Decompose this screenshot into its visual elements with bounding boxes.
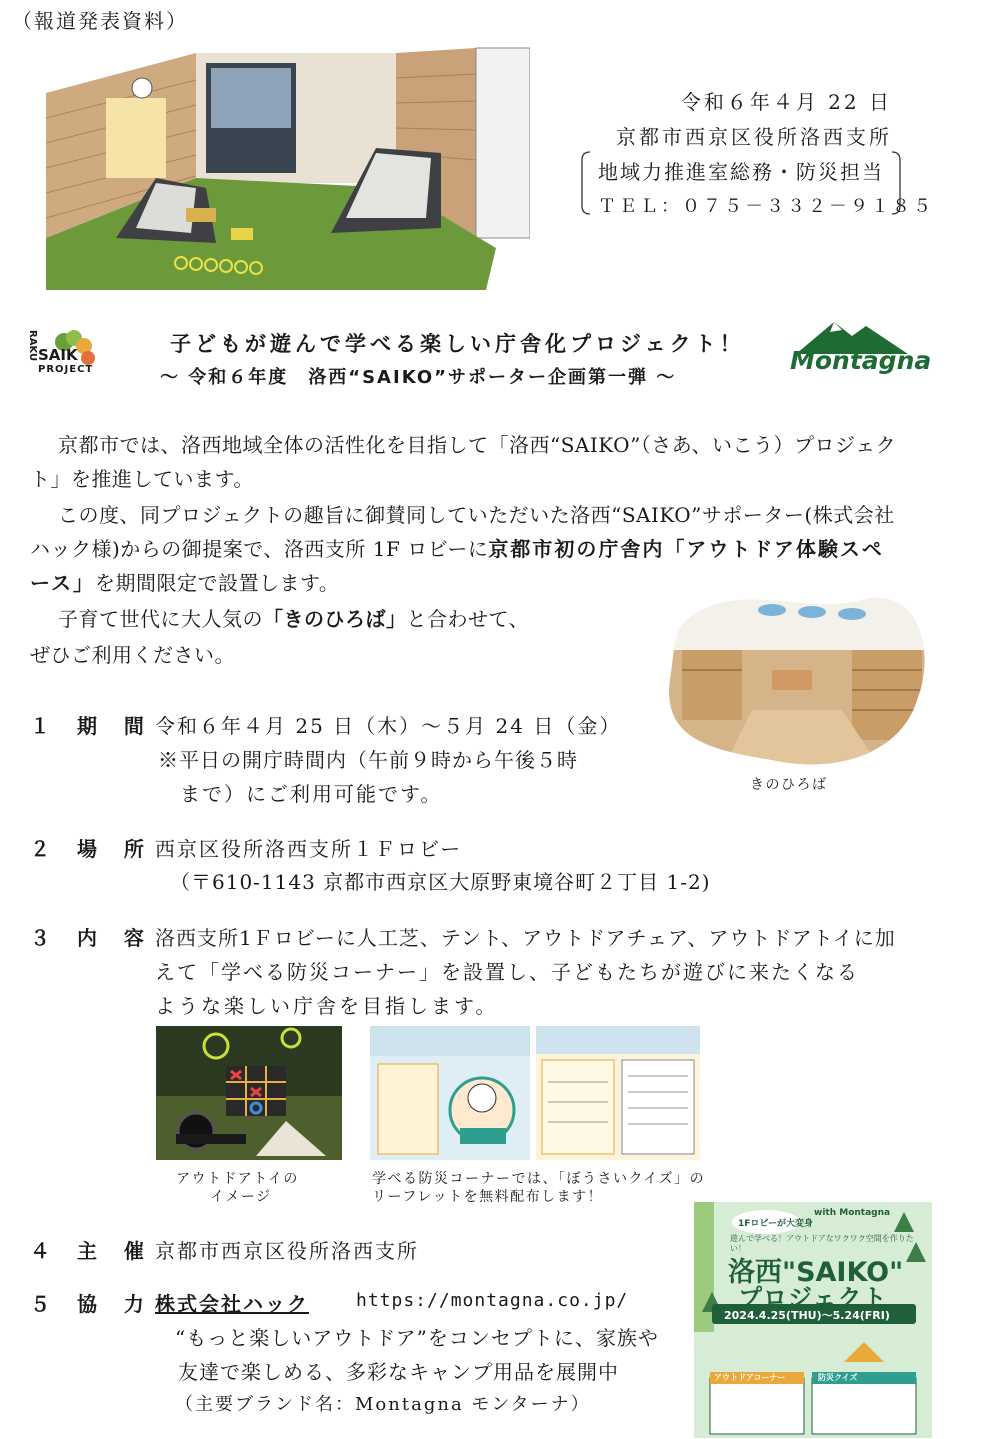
bousai-caption-line-1: 学べる防災コーナーでは、「ぼうさいクイズ」の: [372, 1171, 706, 1187]
release-date: 令和６年４月 22 日: [680, 90, 892, 114]
leaflet-title-1: 洛西"SAIKO": [728, 1257, 904, 1288]
contact-tel: ＴＥＬ：０７５－３３２－９１８５: [598, 196, 934, 217]
leaflet-bubble: 1Fロビーが大変身: [738, 1219, 814, 1229]
intro-text-3c: と合わせて、: [406, 607, 530, 631]
toy-caption-line-1: アウトドアトイの: [176, 1171, 299, 1187]
leaflet-with: with Montagna: [814, 1208, 891, 1218]
item-1-line-2: ※平日の開庁時間内（午前９時から午後５時: [158, 748, 578, 772]
issuing-office: 京都市西京区役所洛西支所: [616, 125, 892, 149]
item-1-line-3: まで）にご利用可能です。: [180, 782, 443, 806]
item-5-label: ５ 協 力: [30, 1292, 154, 1316]
intro-paragraph-3: [30, 602, 650, 636]
item-2-line-2: （〒610-1143 京都市西京区大原野東境谷町２丁目 1-2): [170, 870, 711, 894]
saiko-project-logo: [28, 316, 106, 380]
bousai-caption-line-2: リーフレットを無料配布します！: [372, 1189, 604, 1205]
item-5-line-5: （主要ブランド名：Montagna モンターナ）: [175, 1394, 591, 1415]
item-5-line-3: “もっと楽しいアウトドア”をコンセプトに、家族や: [175, 1326, 659, 1350]
intro-highlight-kinohiroba: 「きのひろば」: [263, 607, 407, 631]
saiko-logo-saik: SAIK: [38, 346, 78, 364]
leaflet-title-2: プロジェクト: [738, 1284, 888, 1312]
bousai-quiz-leaflet-1: [370, 1026, 530, 1160]
leaflet-tagline: 遊んで学べる！アウトドアなワクワク空間を作りたい！: [730, 1234, 914, 1253]
project-leaflet: [694, 1202, 932, 1438]
press-release-label: （報道発表資料）: [12, 9, 188, 33]
toy-caption-line-2: イメージ: [210, 1189, 272, 1205]
intro-paragraph-3-end: ぜひご利用ください。: [30, 643, 235, 667]
montagna-logo: [786, 318, 932, 380]
leaflet-box-quiz: 防災クイズ: [818, 1373, 858, 1382]
item-1-line-1: 令和６年４月 25 日（木）～５月 24 日（金）: [155, 714, 622, 738]
intro-paragraph-1: [30, 428, 900, 496]
item-2-line-1: 西京区役所洛西支所１Ｆロビー: [155, 837, 463, 861]
intro-text-2a: この度、同プロジェクトの趣旨に御賛同していただいた洛西“SAIKO”サポーター(株式会社ハック様)からの御提案で、洛西支所 1F ロビーに: [30, 503, 895, 561]
item-3-label: ３ 内 容: [30, 926, 154, 950]
leaflet-box-outdoor: アウトドアコーナー: [714, 1373, 786, 1382]
item-3-line-1: 洛西支所1Ｆロビーに人工芝、テント、アウトドアチェア、アウトドアトイに加: [155, 926, 896, 950]
sub-title: ～ 令和６年度 洛西“SAIKO”サポーター企画第一弾 ～: [160, 367, 677, 388]
montagna-wordmark: Montagna: [790, 346, 932, 375]
kinohiroba-photo: [662, 590, 930, 770]
item-3-line-2: えて「学べる防災コーナー」を設置し、子どもたちが遊びに来たくなる: [155, 960, 859, 984]
item-3-line-3: ような楽しい庁舎を目指します。: [155, 994, 499, 1018]
intro-highlight-outdoor: 京都市初の庁舎内「アウトドア体験スペース」: [30, 537, 884, 595]
item-1-label: １ 期 間: [30, 714, 154, 738]
item-4-label: ４ 主 催: [30, 1239, 154, 1263]
bousai-quiz-leaflet-2: [536, 1026, 700, 1160]
intro-text-2c: を期間限定で設置します。: [95, 571, 340, 595]
item-2-label: ２ 場 所: [30, 837, 154, 861]
leaflet-dates: 2024.4.25(THU)～5.24(FRI): [724, 1309, 890, 1322]
intro-paragraph-2: [30, 498, 900, 600]
main-title: 子どもが遊んで学べる楽しい庁舎化プロジェクト！: [170, 332, 745, 356]
lobby-render-photo: [46, 38, 530, 290]
outdoor-toy-photo: [156, 1026, 342, 1160]
item-5-line-4: 友達で楽しめる、多彩なキャンプ用品を展開中: [178, 1360, 619, 1384]
cooperator-company-link[interactable]: 株式会社ハック: [155, 1292, 309, 1316]
cooperator-url[interactable]: https://montagna.co.jp/: [356, 1290, 629, 1311]
intro-text-3a: 子育て世代に大人気の: [58, 607, 263, 631]
saiko-logo-raku: RAKU: [27, 330, 38, 362]
saiko-logo-project: PROJECT: [38, 364, 94, 375]
contact-department: 地域力推進室総務・防災担当: [598, 160, 884, 184]
intro-text-1: 京都市では、洛西地域全体の活性化を目指して「洛西“SAIKO”（さあ、いこう）プロジェクト」を推進しています。: [30, 433, 897, 491]
item-4-line-1: 京都市西京区役所洛西支所: [155, 1239, 419, 1263]
kinohiroba-caption: きのひろば: [750, 777, 828, 793]
